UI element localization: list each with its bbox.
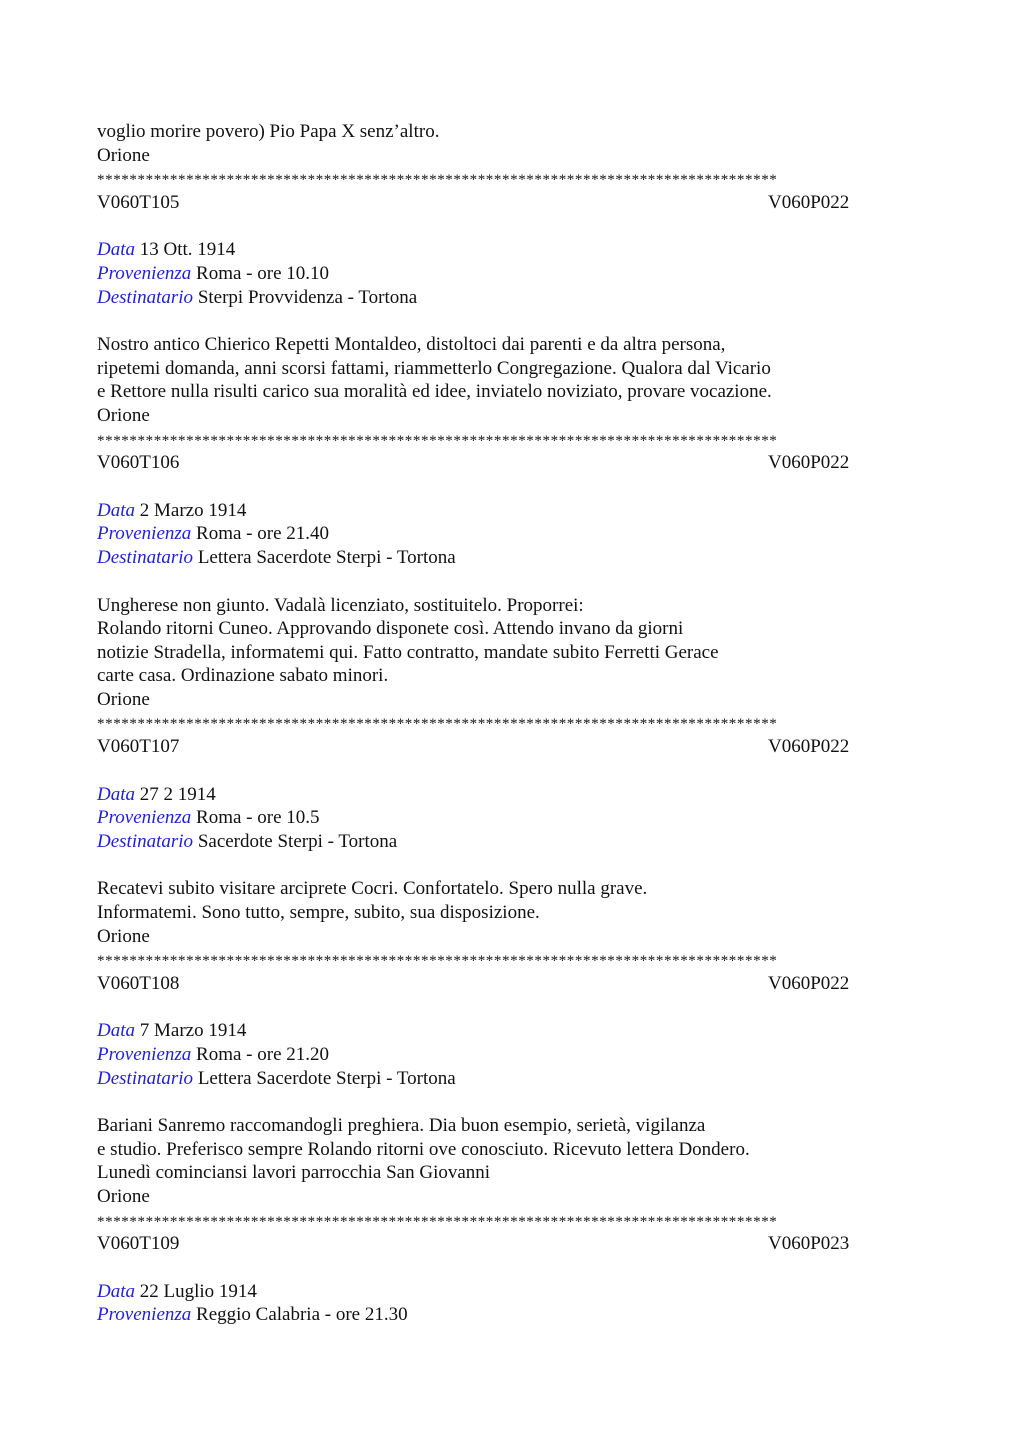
body-line: carte casa. Ordinazione sabato minori.	[97, 665, 389, 687]
telegram-entry	[97, 451, 927, 711]
entry-provenienza-line	[97, 522, 927, 546]
entry-provenienza: Roma - ore 10.5	[196, 807, 320, 829]
entry-data-line	[97, 499, 927, 523]
entry-provenienza: Roma - ore 10.10	[196, 262, 330, 284]
body-line: Rolando ritorni Cuneo. Approvando disponete così. Attendo invano da giorni	[97, 618, 684, 640]
entry-page-ref: V060P023	[768, 1233, 850, 1255]
body-line: e studio. Preferisco sempre Rolando ritorni ove conosciuto. Ricevuto lettera Dondero.	[97, 1138, 750, 1160]
separator: ************************************************************************************	[97, 716, 778, 733]
entry-provenienza-line	[97, 1043, 927, 1067]
entry-data-line	[97, 1019, 927, 1043]
entry-id-line	[97, 451, 927, 475]
body-line: Informatemi. Sono tutto, sempre, subito, sua disposizione.	[97, 902, 540, 924]
telegram-entry	[97, 191, 927, 428]
entry-data-line	[97, 783, 927, 807]
intro-block	[97, 120, 927, 167]
telegram-entry	[97, 972, 927, 1209]
signature: Orione	[97, 688, 150, 710]
separator: ************************************************************************************	[97, 172, 778, 189]
entry-destinatario-line	[97, 830, 927, 854]
body-line: ripetemi domanda, anni scorsi fattami, riammetterlo Congregazione. Qualora dal Vicario	[97, 357, 771, 379]
entry-destinatario-line	[97, 1067, 927, 1091]
entry-destinatario-line	[97, 546, 927, 570]
entry-provenienza: Roma - ore 21.20	[196, 1044, 330, 1065]
destinatario-label: Destinatario	[97, 286, 194, 308]
provenienza-label: Provenienza	[97, 807, 192, 829]
entry-id: V060T106	[97, 452, 180, 474]
body-line: notizie Stradella, informatemi qui. Fatto contratto, mandate subito Ferretti Gerace	[97, 641, 719, 663]
body-line: Bariani Sanremo raccomandogli preghiera. Dia buon esempio, serietà, vigilanza	[97, 1115, 706, 1137]
entry-id-line	[97, 191, 927, 215]
body-line: Nostro antico Chierico Repetti Montaldeo, distoltoci dai parenti e da altra persona,	[97, 334, 726, 356]
body-line: e Rettore nulla risulti carico sua moralità ed idee, inviatelo noviziato, provare vocazione.	[97, 381, 772, 403]
document-page	[97, 120, 927, 1327]
data-label: Data	[97, 499, 135, 521]
entry-destinatario-line	[97, 286, 927, 310]
data-label: Data	[97, 1020, 135, 1042]
body-line: Lunedì cominciansi lavori parrocchia San Giovanni	[97, 1162, 491, 1184]
provenienza-label: Provenienza	[97, 262, 192, 284]
data-label: Data	[97, 783, 135, 805]
signature: Orione	[97, 1185, 150, 1207]
entry-destinatario: Sacerdote Sterpi - Tortona	[197, 830, 398, 852]
entry-data-line	[97, 1280, 927, 1304]
entry-id-line	[97, 735, 927, 759]
entry-id: V060T109	[97, 1233, 180, 1255]
intro-line: voglio morire povero) Pio Papa X senz’altro.	[97, 121, 440, 142]
body-line: Ungherese non giunto. Vadalà licenziato, sostituitelo. Proporrei:	[97, 594, 584, 616]
separator: ************************************************************************************	[97, 432, 778, 449]
entry-provenienza-line	[97, 262, 927, 286]
telegram-entry	[97, 1232, 927, 1327]
entry-data: 2 Marzo 1914	[139, 499, 247, 521]
entry-destinatario: Sterpi Provvidenza - Tortona	[197, 286, 418, 308]
destinatario-label: Destinatario	[97, 830, 194, 852]
separator: ************************************************************************************	[97, 953, 778, 970]
entry-data: 27 2 1914	[139, 783, 216, 805]
entry-id-line	[97, 1232, 927, 1256]
entry-page-ref: V060P022	[768, 736, 850, 758]
telegram-entry	[97, 735, 927, 948]
entry-data: 7 Marzo 1914	[139, 1020, 247, 1042]
data-label: Data	[97, 1280, 135, 1302]
provenienza-label: Provenienza	[97, 1044, 192, 1065]
entry-data: 22 Luglio 1914	[139, 1280, 257, 1302]
provenienza-label: Provenienza	[97, 1304, 192, 1326]
entry-id: V060T107	[97, 736, 180, 758]
entry-provenienza-line	[97, 1303, 927, 1327]
data-label: Data	[97, 239, 135, 261]
destinatario-label: Destinatario	[97, 1067, 194, 1089]
provenienza-label: Provenienza	[97, 523, 192, 545]
signature: Orione	[97, 925, 150, 947]
separator: ************************************************************************************	[97, 1213, 778, 1230]
entry-provenienza: Roma - ore 21.40	[196, 523, 330, 545]
entry-destinatario: Lettera Sacerdote Sterpi - Tortona	[197, 1067, 456, 1089]
entry-provenienza: Reggio Calabria - ore 21.30	[196, 1304, 408, 1326]
entry-id: V060T108	[97, 972, 180, 994]
body-line: Recatevi subito visitare arciprete Cocri. Confortatelo. Spero nulla grave.	[97, 878, 648, 900]
destinatario-label: Destinatario	[97, 546, 194, 568]
entry-page-ref: V060P022	[768, 191, 850, 213]
entry-data-line	[97, 238, 927, 262]
entry-id: V060T105	[97, 191, 180, 213]
entry-id-line	[97, 972, 927, 996]
entry-provenienza-line	[97, 806, 927, 830]
entry-page-ref: V060P022	[768, 452, 850, 474]
entry-page-ref: V060P022	[768, 972, 850, 994]
entry-data: 13 Ott. 1914	[139, 239, 236, 261]
entry-destinatario: Lettera Sacerdote Sterpi - Tortona	[197, 546, 456, 568]
signature: Orione	[97, 404, 150, 426]
signature: Orione	[97, 144, 150, 166]
